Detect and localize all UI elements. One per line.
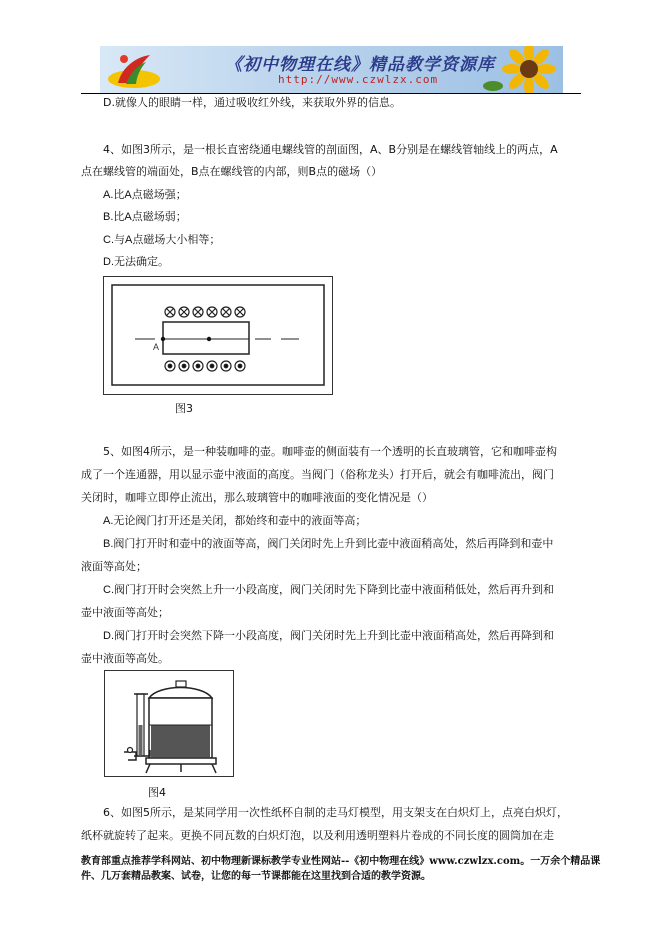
banner-url[interactable]: http://www.czwlzx.com	[278, 73, 439, 86]
q5-option-b-line-2: 液面等高处；	[81, 561, 147, 573]
coffee-liquid	[151, 725, 210, 757]
q5-option-b-line-1: B.阀门打开时和壶中的液面等高，阀门关闭时先上升到比壶中液面稍高处，然后再降到和壶中	[103, 538, 554, 550]
figure-3-solenoid-diagram	[103, 276, 333, 395]
q4-option-c: C.与A点磁场大小相等；	[103, 234, 221, 246]
q4-option-d: D.无法确定。	[103, 256, 169, 268]
page-footer	[81, 854, 601, 884]
q6-stem-line-2: 纸杯就旋转了起来。更换不同瓦数的白炽灯泡，以及利用透明塑料片卷成的不同长度的圆筒加在走	[81, 829, 554, 842]
q5-stem-line-2: 成了一个连通器，用以显示壶中液面的高度。当阀门（俗称龙头）打开后，就会有咖啡流出，阀门	[81, 468, 554, 481]
q5-stem-line-1: 5、如图4所示，是一种装咖啡的壶。咖啡壶的侧面装有一个透明的长直玻璃管，它和咖啡壶构	[103, 445, 557, 458]
q4-stem-line-1: 4、如图3所示，是一根长直密绕通电螺线管的剖面图，A、B分别是在螺线管轴线上的两点，A	[103, 143, 558, 156]
sunflower-icon	[481, 46, 563, 93]
header-divider	[81, 93, 581, 94]
q5-stem-line-3: 关闭时，咖啡立即停止流出，那么玻璃管中的咖啡液面的变化情况是（）	[81, 491, 433, 504]
point-a-marker	[161, 337, 165, 341]
site-logo-icon	[106, 49, 162, 91]
q5-option-c-line-2: 壶中液面等高处；	[81, 607, 169, 619]
figure-4-caption: 图4	[148, 786, 166, 799]
figure-4-coffee-pot-drawing	[104, 670, 234, 777]
figure-3-caption: 图3	[175, 402, 193, 415]
footer-line-2: 件、几万套精品教案、试卷，让您的每一节课都能在这里找到合适的教学资源。	[81, 871, 431, 882]
point-a-label: A	[153, 342, 160, 352]
q6-stem-line-1: 6、如图5所示，是某同学用一次性纸杯自制的走马灯模型，用支架支在白炽灯上，点亮白炽灯，	[103, 806, 568, 819]
q4-option-b: B.比A点磁场弱；	[103, 211, 187, 223]
point-b-marker	[207, 337, 211, 341]
q5-option-c-line-1: C.阀门打开时会突然上升一小段高度，阀门关闭时先下降到比壶中液面稍低处，然后再升到和	[103, 584, 554, 596]
footer-line-1: 教育部重点推荐学科网站、初中物理新课标教学专业性网站--《初中物理在线》www.czwlzx.com。一万余个精品课	[81, 856, 601, 867]
q5-option-d-line-2: 壶中液面等高处。	[81, 653, 169, 665]
q4-option-a: A.比A点磁场强；	[103, 189, 187, 201]
header-banner	[100, 46, 563, 93]
q5-option-a: A.无论阀门打开还是关闭，都始终和壶中的液面等高；	[103, 515, 367, 527]
q5-option-d-line-1: D.阀门打开时会突然下降一小段高度，阀门关闭时先上升到比壶中液面稍高处，然后再降到和	[103, 630, 554, 642]
q3-option-d: D.就像人的眼睛一样，通过吸收红外线，来获取外界的信息。	[103, 96, 401, 109]
banner-title: 《初中物理在线》精品教学资源库	[225, 55, 495, 75]
q4-stem-line-2: 点在螺线管的端面处，B点在螺线管的内部，则B点的磁场（）	[81, 165, 383, 178]
